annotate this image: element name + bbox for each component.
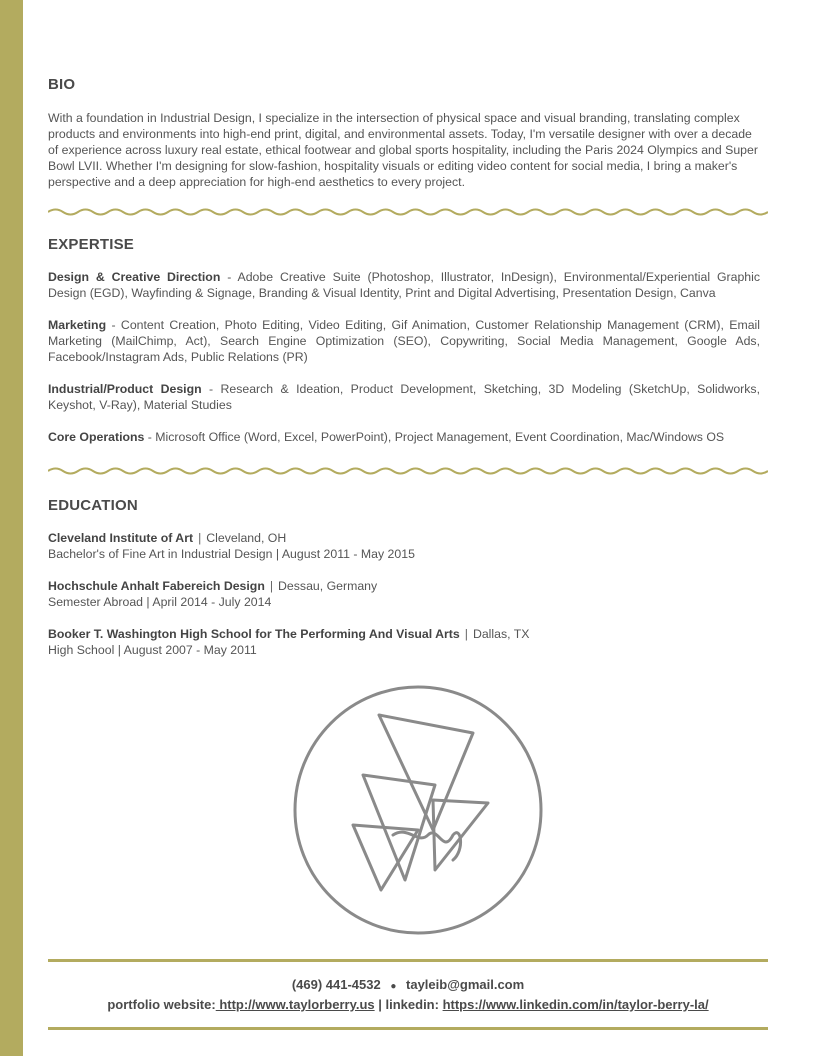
- school-name: Hochschule Anhalt Fabereich Design: [48, 579, 265, 593]
- expertise-item: [48, 381, 760, 413]
- sidebar-accent-bar: [0, 0, 23, 1056]
- education-entry: [48, 578, 377, 610]
- wave-divider: [48, 465, 768, 477]
- school-name: Booker T. Washington High School for The Performing And Visual Arts: [48, 627, 460, 641]
- school-detail: Bachelor's of Fine Art in Industrial Design | August 2011 - May 2015: [48, 547, 415, 561]
- phone-number: (469) 441-4532: [291, 977, 381, 992]
- contact-line: [48, 977, 768, 992]
- separator: |: [269, 579, 274, 593]
- school-location: Dallas, TX: [472, 627, 530, 641]
- expertise-item: [48, 317, 760, 365]
- signature-mark: [353, 715, 488, 890]
- bio-heading: BIO: [48, 76, 76, 93]
- expertise-detail: - Microsoft Office (Word, Excel, PowerPoint), Project Management, Event Coordination, Mac/Windows OS: [144, 430, 725, 444]
- links-line: [48, 997, 768, 1012]
- separator: |: [198, 531, 202, 545]
- footer-rule-bottom: [48, 1027, 768, 1030]
- portfolio-label: portfolio website:: [107, 997, 216, 1012]
- expertise-detail: - Adobe Creative Suite (Photoshop, Illustrator, InDesign), Environmental/Experiential Graphic Design (EGD), Wayfinding & Signage, Branding & Visual Identity, Print and Digital Advertising, Presentation Design, Canva: [48, 270, 760, 300]
- linkedin-label: linkedin:: [385, 997, 443, 1012]
- wave-divider: [48, 206, 768, 218]
- portfolio-link[interactable]: http://www.taylorberry.us: [215, 997, 375, 1012]
- education-entry: [48, 530, 415, 562]
- link-divider: |: [374, 997, 386, 1012]
- email-address[interactable]: tayleib@gmail.com: [406, 977, 525, 992]
- school-detail: Semester Abroad | April 2014 - July 2014: [48, 595, 272, 609]
- expertise-title: Marketing: [48, 318, 107, 332]
- bio-text: With a foundation in Industrial Design, I specialize in the intersection of physical space and visual branding, translating complex products and environments into high-end print, digital, and environmental assets. Today, I'm versatile designer with over a decade of experience across luxury real estate, ethical footwear and global sports hospitality, including the Paris 2024 Olympics and Super Bowl LVII. Whether I'm designing for slow-fashion, hospitality visuals or editing video content for social media, I bring a maker's perspective and a deep appreciation for high-end aesthetics to every project.: [48, 111, 758, 189]
- expertise-title: Design & Creative Direction: [48, 270, 221, 284]
- bullet-separator: ●: [390, 981, 397, 992]
- signature-logo: [293, 685, 543, 935]
- school-location: Dessau, Germany: [278, 579, 378, 593]
- expertise-item: [48, 429, 760, 445]
- expertise-heading: EXPERTISE: [48, 236, 134, 253]
- education-heading: EDUCATION: [48, 497, 138, 514]
- education-entry: [48, 626, 529, 658]
- expertise-detail: - Content Creation, Photo Editing, Video Editing, Gif Animation, Customer Relationship Management (CRM), Email Marketing (MailChimp, Act), Search Engine Optimization (SEO), Copywriting, Social Media Management, Google Ads, Facebook/Instagram Ads, Public Relations (PR): [48, 318, 760, 364]
- school-location: Cleveland, OH: [206, 531, 287, 545]
- footer-rule-top: [48, 959, 768, 962]
- separator: |: [464, 627, 468, 641]
- expertise-title: Core Operations: [48, 430, 145, 444]
- linkedin-link[interactable]: https://www.linkedin.com/in/taylor-berry-la/: [442, 997, 709, 1012]
- expertise-item: [48, 269, 760, 301]
- expertise-title: Industrial/Product Design: [48, 382, 202, 396]
- school-name: Cleveland Institute of Art: [48, 531, 194, 545]
- school-detail: High School | August 2007 - May 2011: [48, 643, 257, 657]
- expertise-detail: - Research & Ideation, Product Development, Sketching, 3D Modeling (SketchUp, Solidworks, Keyshot, V-Ray), Material Studies: [48, 382, 760, 412]
